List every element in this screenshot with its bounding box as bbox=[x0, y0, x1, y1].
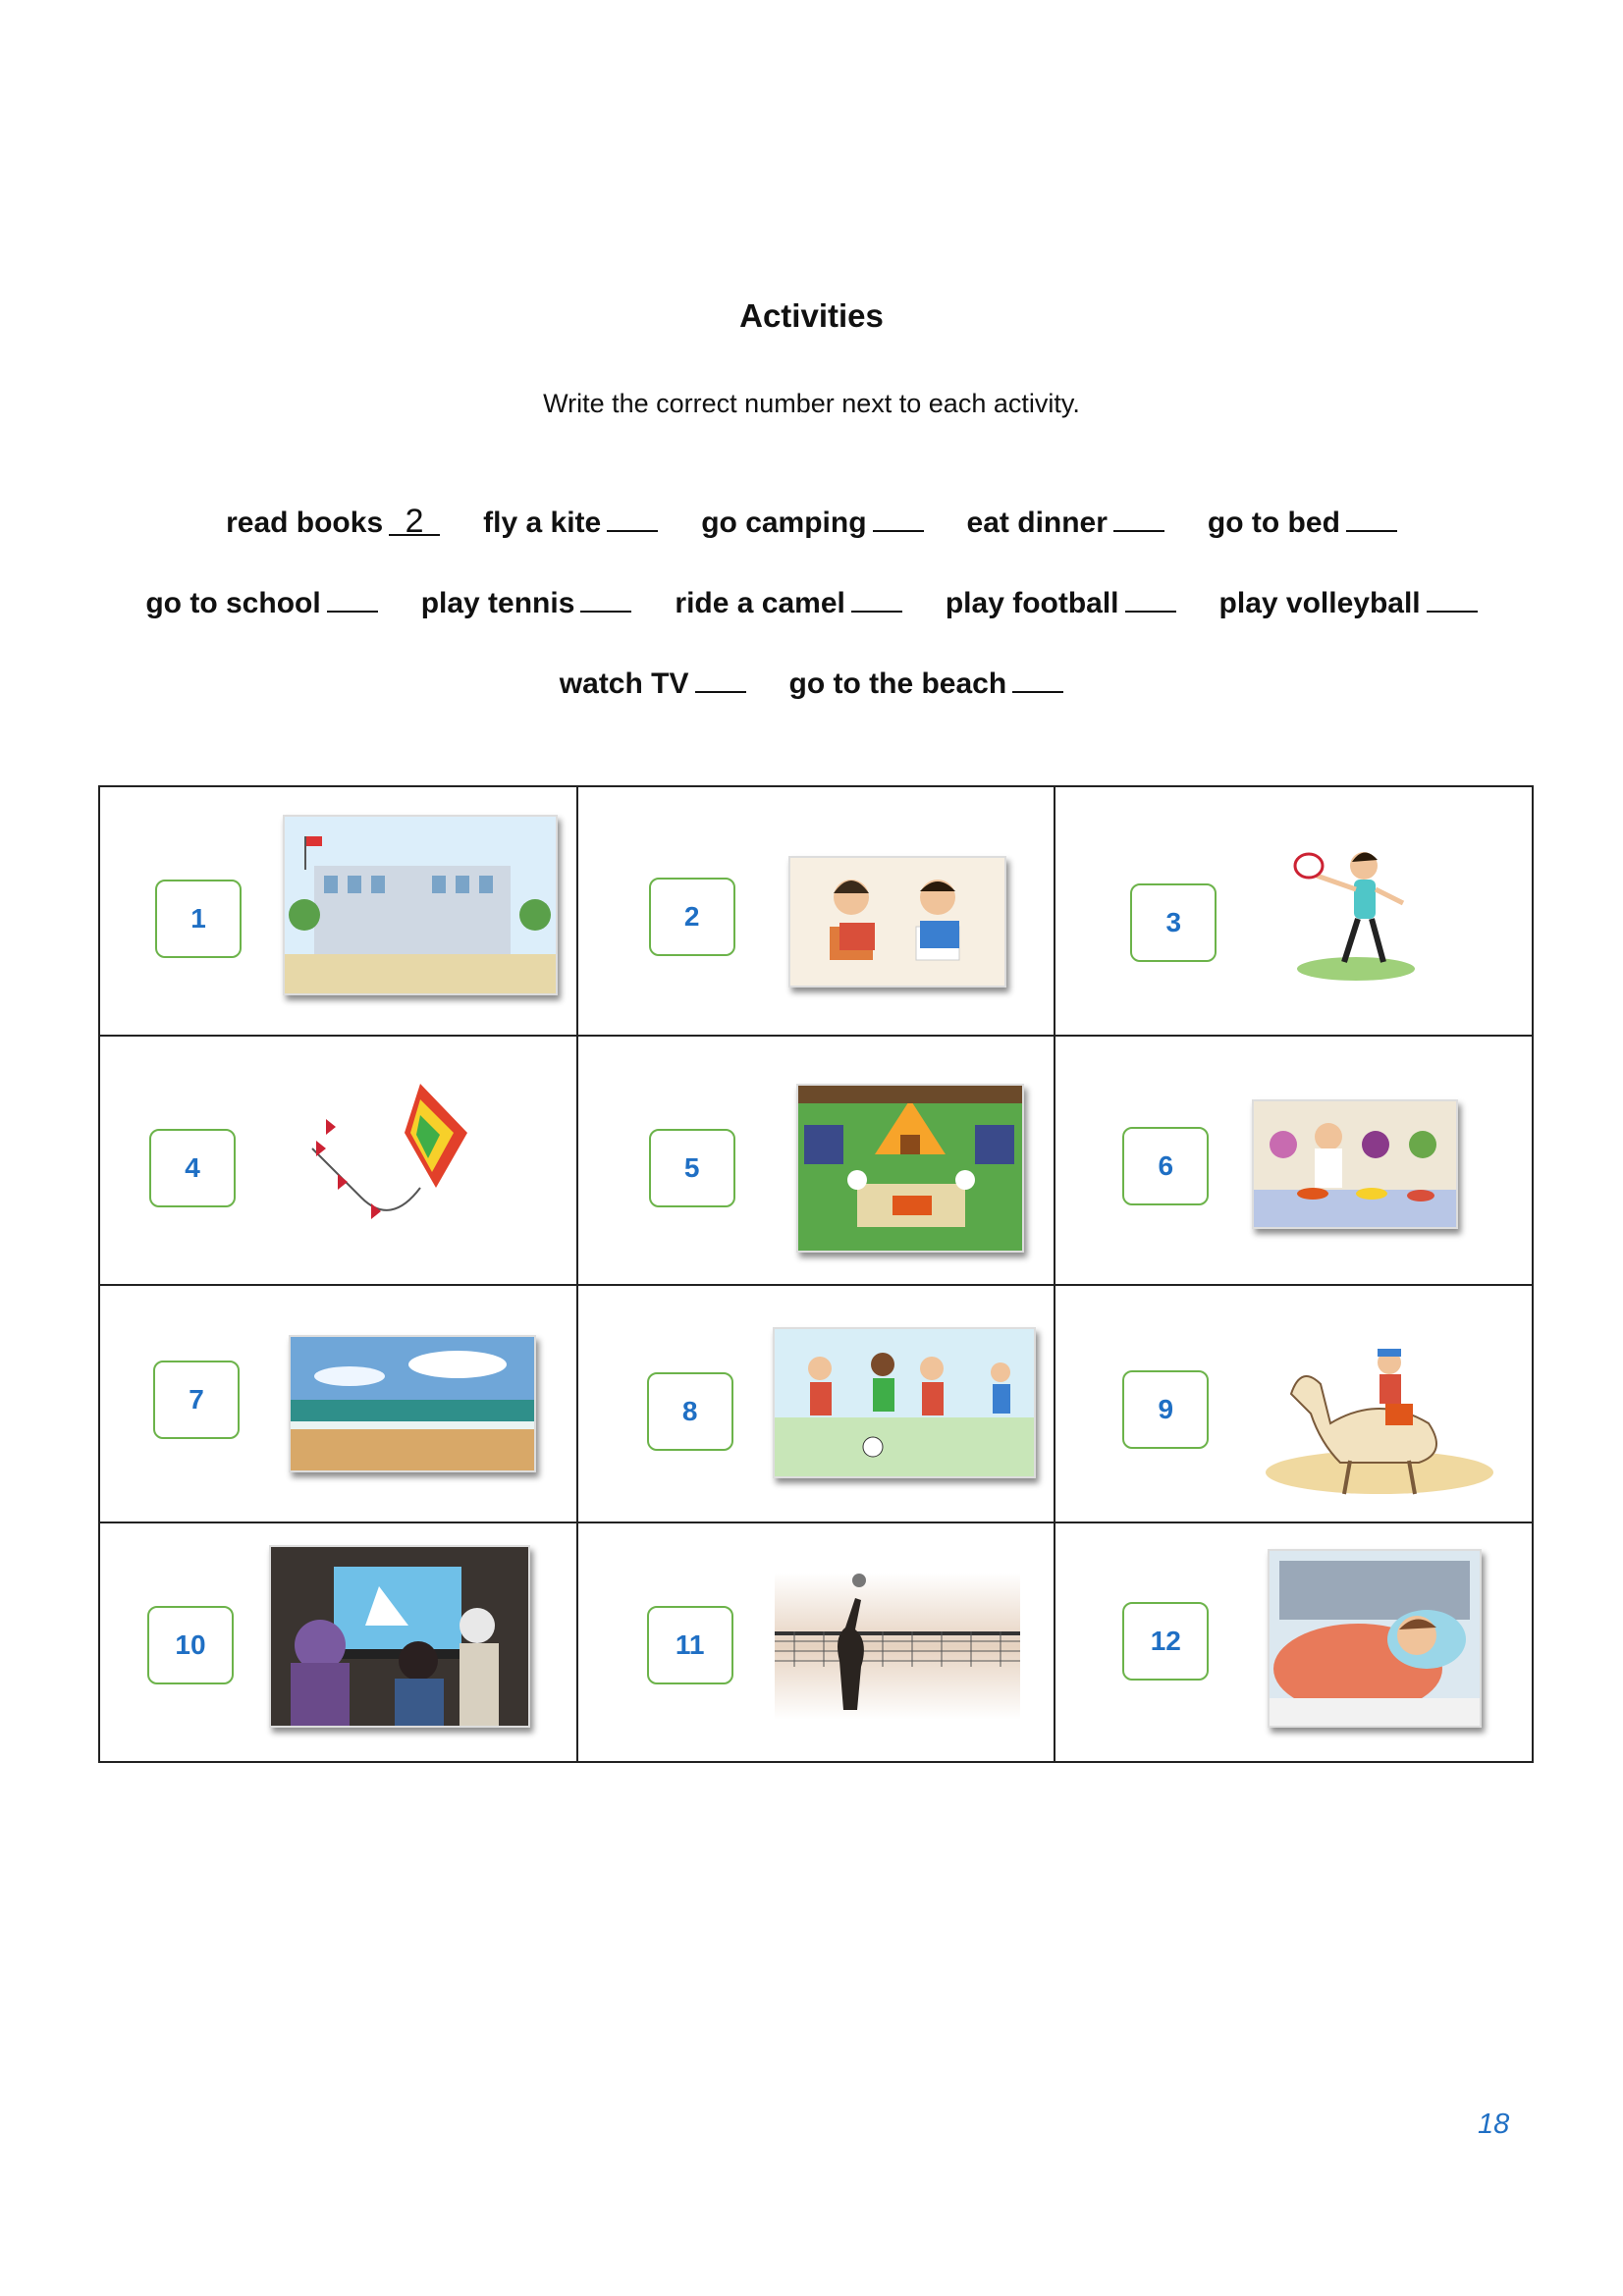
football-picture bbox=[773, 1327, 1036, 1478]
word-eat-dinner: eat dinner bbox=[967, 507, 1164, 540]
number-box-7: 7 bbox=[153, 1361, 240, 1439]
picture-cell-8 bbox=[577, 1285, 1055, 1522]
word-read-books: read books 2 bbox=[226, 507, 440, 540]
kite-picture bbox=[302, 1080, 481, 1237]
picture-cell-10 bbox=[99, 1522, 577, 1762]
word-bank-row-2 bbox=[0, 587, 1623, 620]
answer-blank[interactable] bbox=[607, 530, 658, 532]
picture-cell-4 bbox=[99, 1036, 577, 1285]
number-box-10: 10 bbox=[147, 1606, 234, 1684]
tv-picture bbox=[269, 1545, 530, 1728]
number-box-9: 9 bbox=[1122, 1370, 1209, 1449]
camel-picture bbox=[1262, 1335, 1497, 1502]
tennis-picture bbox=[1287, 836, 1425, 984]
number-box-12: 12 bbox=[1122, 1602, 1209, 1681]
picture-cell-9 bbox=[1055, 1285, 1533, 1522]
answer-blank[interactable] bbox=[1012, 691, 1063, 693]
answer-blank[interactable]: 2 bbox=[389, 508, 440, 536]
reading-picture bbox=[788, 856, 1006, 988]
answer-blank[interactable] bbox=[851, 611, 902, 613]
answer-blank[interactable] bbox=[327, 611, 378, 613]
page-title: Activities bbox=[739, 297, 884, 334]
instruction: Write the correct number next to each activity. bbox=[543, 389, 1080, 418]
word-play-tennis: play tennis bbox=[421, 587, 632, 620]
answer-blank[interactable] bbox=[1427, 611, 1478, 613]
volleyball-picture bbox=[775, 1573, 1020, 1720]
picture-cell-3 bbox=[1055, 786, 1533, 1036]
number-box-8: 8 bbox=[647, 1372, 733, 1451]
dinner-picture bbox=[1252, 1099, 1458, 1229]
answer-blank[interactable] bbox=[580, 611, 631, 613]
number-box-3: 3 bbox=[1130, 883, 1217, 962]
answer-blank[interactable] bbox=[1125, 611, 1176, 613]
answer-blank[interactable] bbox=[695, 691, 746, 693]
picture-cell-6 bbox=[1055, 1036, 1533, 1285]
picture-cell-2 bbox=[577, 786, 1055, 1036]
word-go-to-the-beach: go to the beach bbox=[789, 667, 1064, 701]
word-fly-a-kite: fly a kite bbox=[483, 507, 658, 540]
word-go-camping: go camping bbox=[701, 507, 923, 540]
word-go-to-school: go to school bbox=[145, 587, 377, 620]
number-box-1: 1 bbox=[155, 880, 242, 958]
picture-cell-1 bbox=[99, 786, 577, 1036]
word-ride-a-camel: ride a camel bbox=[675, 587, 901, 620]
number-box-4: 4 bbox=[149, 1129, 236, 1207]
word-bank-row-3 bbox=[0, 667, 1623, 701]
word-bank-row-1 bbox=[0, 503, 1623, 540]
picture-cell-12 bbox=[1055, 1522, 1533, 1762]
picture-grid bbox=[98, 785, 1534, 1763]
number-box-6: 6 bbox=[1122, 1127, 1209, 1205]
word-play-football: play football bbox=[946, 587, 1176, 620]
page-number: 18 bbox=[1478, 2109, 1510, 2140]
word-play-volleyball: play volleyball bbox=[1219, 587, 1478, 620]
picture-cell-7 bbox=[99, 1285, 577, 1522]
answer-blank[interactable] bbox=[873, 530, 924, 532]
bed-picture bbox=[1268, 1549, 1482, 1728]
word-go-to-bed: go to bed bbox=[1208, 507, 1397, 540]
camping-picture bbox=[796, 1084, 1024, 1253]
answer-blank[interactable] bbox=[1346, 530, 1397, 532]
picture-cell-5 bbox=[577, 1036, 1055, 1285]
word-watch-tv: watch TV bbox=[560, 667, 746, 701]
number-box-5: 5 bbox=[649, 1129, 735, 1207]
answer-blank[interactable] bbox=[1113, 530, 1164, 532]
school-picture bbox=[283, 815, 558, 995]
picture-cell-11 bbox=[577, 1522, 1055, 1762]
beach-picture bbox=[289, 1335, 536, 1472]
number-box-11: 11 bbox=[647, 1606, 733, 1684]
number-box-2: 2 bbox=[649, 878, 735, 956]
